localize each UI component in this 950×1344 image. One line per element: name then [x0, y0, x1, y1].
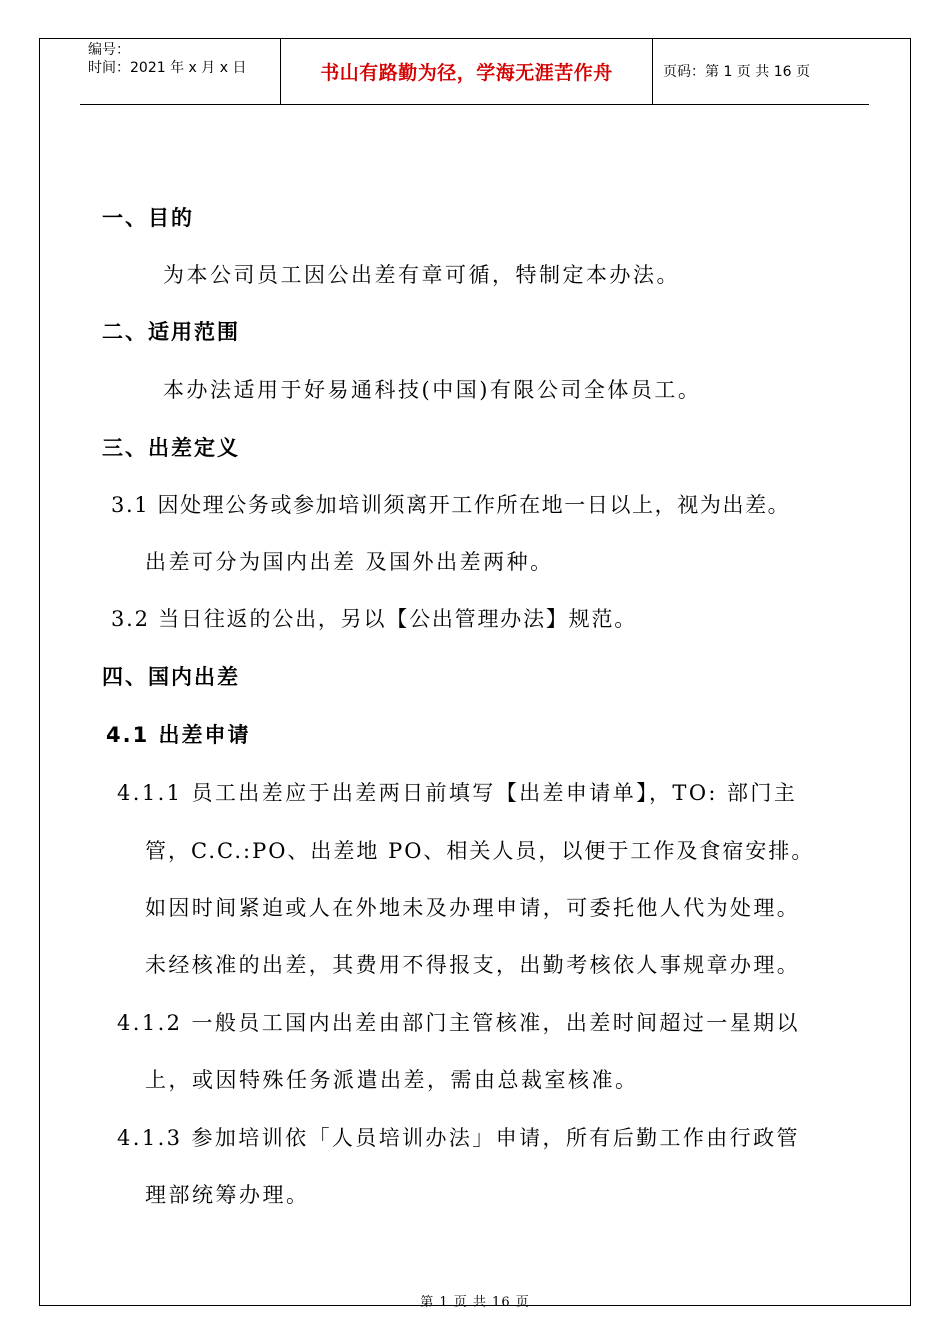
- clause-4-1-1-line-3: 如因时间紧迫或人在外地未及办理申请，可委托他人代为处理。: [145, 896, 801, 920]
- clause-3-1-line-2: 出差可分为国内出差 及国外出差两种。: [145, 550, 554, 574]
- page-footer: 第 1 页 共 16 页: [420, 1295, 530, 1310]
- section-2-title: 二、适用范围: [102, 320, 240, 344]
- clause-4-1-2-line-2: 上，或因特殊任务派遣出差，需由总裁室核准。: [145, 1068, 639, 1092]
- clause-4-1-3-line-2: 理部统筹办理。: [145, 1183, 310, 1207]
- clause-3-2: 3.2 当日往返的公出，另以【公出管理办法】规范。: [111, 607, 638, 631]
- header-motto-cell: [281, 38, 653, 104]
- clause-4-1-1-line-2: 管，C.C.:PO、出差地 PO、相关人员，以便于工作及食宿安排。: [145, 839, 815, 863]
- header-page-info: 页码：第 1 页 共 16 页: [663, 64, 810, 80]
- clause-4-1-3-line-1: 4.1.3 参加培训依「人员培训办法」申请，所有后勤工作由行政管: [117, 1126, 800, 1150]
- clause-4-1-1-line-4: 未经核准的出差，其费用不得报支，出勤考核依人事规章办理。: [145, 953, 801, 977]
- subsection-4-1-title: 4.1 出差申请: [106, 723, 251, 747]
- doc-time-label: 时间：2021 年 x 月 x 日: [88, 60, 247, 76]
- clause-3-1-line-1: 3.1 因处理公务或参加培训须离开工作所在地一日以上，视为出差。: [111, 493, 791, 517]
- section-3-title: 三、出差定义: [102, 436, 240, 460]
- header-table: [80, 38, 869, 105]
- section-2-text: 本办法适用于好易通科技(中国)有限公司全体员工。: [163, 378, 702, 402]
- header-motto: 书山有路勤为径，学海无涯苦作舟: [320, 61, 613, 84]
- clause-4-1-1-line-1: 4.1.1 员工出差应于出差两日前填写【出差申请单】，TO: 部门主: [117, 781, 798, 805]
- section-4-title: 四、国内出差: [102, 665, 240, 689]
- section-1-title: 一、目的: [102, 206, 194, 230]
- doc-number-label: 编号：: [88, 42, 130, 58]
- section-1-text: 为本公司员工因公出差有章可循，特制定本办法。: [163, 263, 680, 287]
- clause-4-1-2-line-1: 4.1.2 一般员工国内出差由部门主管核准，出差时间超过一星期以: [117, 1011, 800, 1035]
- header-meta: [80, 38, 281, 104]
